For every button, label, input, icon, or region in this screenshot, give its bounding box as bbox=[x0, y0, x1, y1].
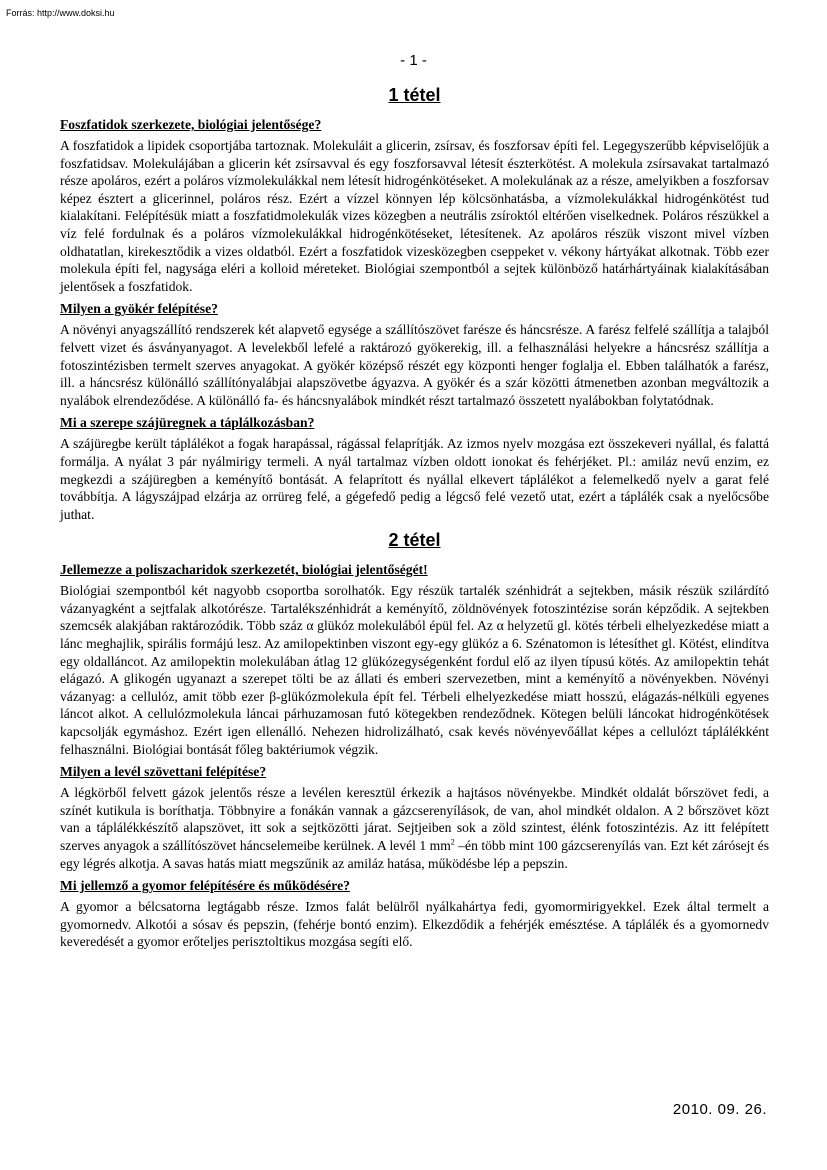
document-date: 2010. 09. 26. bbox=[672, 1101, 767, 1118]
answer-paragraph bbox=[60, 784, 769, 872]
answer-paragraph: A növényi anyagszállító rendszerek két alapvető egysége a szállítószövet farésze és háncsrésze. A farész felfelé szállítja a talajból felvett vizet és ásványanyagot. A levelekből lefelé a raktározó gyökerekig, ill. a felhasználási helyekre a háncsrész szállítja a fotoszintézisben termelt szerves anyagokat. A gyökér középső részét egy központi henger foglalja el. Ebben találhatók a farész, ill. a háncsrész különálló szállítónyalábjai alapszövetbe ágyazva. A gyökér és a szár közötti átmenetben azonban megváltozik a nyalábok elrendeződése. A különálló fa- és háncsnyalábok mindkét részt tartalmazó összetett nyalábokban folytatódnak. bbox=[60, 322, 769, 408]
page-number: - 1 - bbox=[400, 52, 427, 69]
document-body bbox=[60, 84, 769, 956]
answer-paragraph: A szájüregbe került táplálékot a fogak harapással, rágással felaprítják. Az izmos nyelv mozgása ezt összekeveri nyállal, és falattá formálja. A nyálat 3 pár nyálmirigy termeli. A nyál tartalmaz vízben oldott ionokat és fehérjéket. Pl.: amiláz nevű enzim, ez megkezdi a szájüregben a keményítő bontását. A felaprított és nyállal elkevert táplálékot a felemelkedő nyelv a garat felé továbbítja. A lágyszájpad elzárja az orrüreg felé, a gégefedő pedig a légcső felé vezető utat, ezért a táplálék csak a nyelőcsőbe juthat. bbox=[60, 436, 769, 522]
superscript: 2 bbox=[450, 837, 455, 847]
question-heading: Jellemezze a poliszacharidok szerkezetét, biológiai jelentőségét! bbox=[60, 562, 428, 578]
question-heading: Foszfatidok szerkezete, biológiai jelentősége? bbox=[60, 117, 322, 132]
question-heading: Milyen a gyökér felépítése? bbox=[60, 301, 218, 317]
answer-paragraph: Biológiai szempontból két nagyobb csoportba sorolhatók. Egy részük tartalék szénhidrát a sejtekben, másik részük szilárdító vázanyagként a sejtfalak alkotórésze. Tartalékszénhidrát a keményítő, zöldnövények fotoszintézise során képződik. A sejtekben szemcsék alakjában raktározódik. Több száz α glükóz molekulából épül fel. Az α helyzetű gl. kötés térbeli elhelyezkedése miatt a lánc meghajlik, spirális formájú lesz. Az amilopektinben viszont egy-egy glükóz a 6. Szénatomon is létesíthet gl. Kötést, elindítva egy oldalláncot. Az amilopektin molekulában átlag 12 glükózegységenként fordul elő az ilyen típusú kötés. Az amilopektin tehát elágazó. A glikogén ugyanazt a szerepet tölti be az állati és emberi szervezetben, mint a keményítő a növényekben. Növényi vázanyag: a cellulóz, amit több ezer β-glükózmolekula épít fel. Térbeli elhelyezkedése miatt hosszú, elágazás-nélküli egyenes láncot alkot. A cellulózmolekula láncai párhuzamosan futó kötegekben rendeződnek. Kötegen belüli láncokat hidrogénkötések kapcsolják egymáshoz. Ezért igen ellenálló. Nehezen hidrolizálható, csak kevés növényevőállat képes a cellulózt táplálékként felhasználni. Biológiai bontását főleg baktériumok végzik. bbox=[60, 583, 769, 757]
answer-text: –én több mint 100 gázcserenyílás van. Ezt két zárósejt és egy légrés alkotja. A savas hatás miatt megszűnik az amiláz hatása, működésbe lép a pepszin. bbox=[60, 838, 770, 871]
answer-text: A légkörből felvett gázok jelentős része a levélen keresztül érkezik a hajtásos növényekbe. Mindkét oldalát bőrszövet fedi, a színét kutikula is boríthatja. Többnyire a fonákán vannak a gázcserenyílások, de van, ahol mindkét oldalon. A 2 bőrszövet közt van a táplálékkészítő alapszövet, itt sok a sejtközötti járat. Sejtjeiben sok a zöld szintest, élénk fotoszintézis. Az itt felépített szerves anyagok a szállítószövet háncselemeibe kerülnek. A levél 1 mm bbox=[60, 785, 769, 853]
source-label: Forrás: http://www.doksi.hu bbox=[6, 8, 115, 18]
question-heading: Milyen a levél szövettani felépítése? bbox=[60, 764, 267, 780]
question-heading: Mi jellemző a gyomor felépítésére és működésére? bbox=[60, 878, 350, 894]
question-heading: Mi a szerepe szájüregnek a táplálkozásban? bbox=[60, 415, 315, 431]
section-title-1: 1 tétel bbox=[388, 85, 441, 105]
answer-paragraph: A gyomor a bélcsatorna legtágabb része. Izmos falát belülről nyálkahártya fedi, gyomormirigyekkel. Ezek által termelt a gyomornedv. Alkotói a sósav és pepszin, (fehérje bontó enzim). Elkezdődik a fehérjék emésztése. A táplálék és a gyomornedv keveredését a gyomor erőteljes perisztoltikus mozgása segíti elő. bbox=[60, 899, 769, 950]
answer-paragraph: A foszfatidok a lipidek csoportjába tartoznak. Molekuláit a glicerin, zsírsav, és foszforsav építi fel. Legegyszerűbb képviselőjük a foszfatidsav. Molekulájában a glicerin két zsírsavval és egy foszforsavval létesít észterkötést. A molekula zsírsavakat tartalmazó része apoláros, ezért a poláros vízmolekulákkal nem létesít hidrogénkötéseket. A molekulának az a része, amelyikben a foszforsav képez észtert a glicerinnel, poláros rész. Ezért a vízzel könnyen lép kölcsönhatásba, a vízmolekulákkal hidrogénkötést tud kialakítani. Felépítésük miatt a foszfatidmolekulák vizes közegben a neutrális zsíroktól eltérően viselkednek. Poláros részükkel a víz felé fordulnak és a poláros vízmolekulákkal hidrogénkötéseket, létesítenek. Az apoláros részük viszont mivel vízben oldhatatlan, kirekesztődik a vizes oldatból. Ezért a foszfatidok vizesközegben cseppeket v. vékony hártyákat alkotnak. Több ezer molekula építi fel, nagysága eléri a kolloid méreteket. Biológiai szempontból a sejtek különböző határhártyáinak kialakításában jelentősek a foszfatidok. bbox=[60, 138, 769, 294]
section-title-2: 2 tétel bbox=[388, 530, 441, 551]
